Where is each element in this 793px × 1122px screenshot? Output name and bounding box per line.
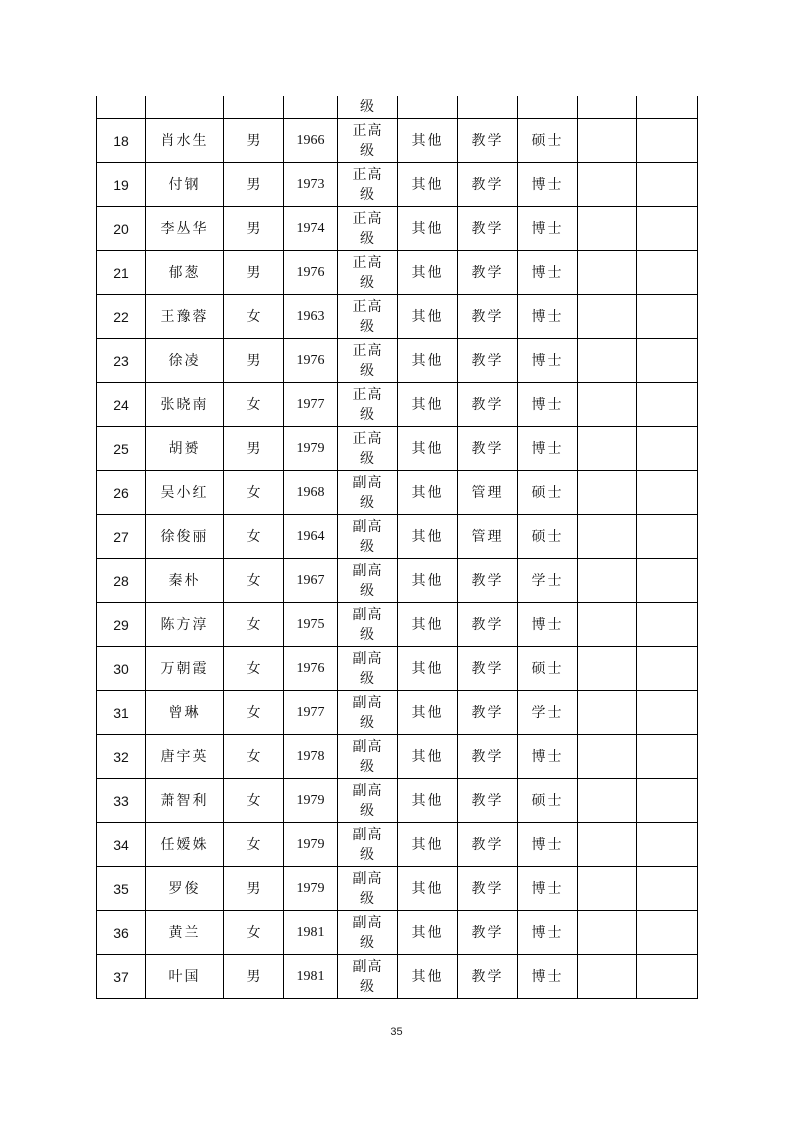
title-line-2: 级 xyxy=(360,582,375,599)
title-line-1: 副高 xyxy=(352,914,383,931)
name-cell: 李丛华 xyxy=(146,207,224,251)
extra-cell-1 xyxy=(578,691,637,735)
table-row xyxy=(97,823,698,867)
post-cell: 管理 xyxy=(458,515,518,559)
category-cell: 其他 xyxy=(398,603,458,647)
category-cell: 其他 xyxy=(398,163,458,207)
title-line-1: 正高 xyxy=(352,430,383,447)
title-line-1: 副高 xyxy=(352,870,383,887)
title-line-1: 正高 xyxy=(352,166,383,183)
category-cell: 其他 xyxy=(398,515,458,559)
continuation-cell-gender xyxy=(224,96,284,119)
row-number-cell: 24 xyxy=(97,383,146,427)
birth-year-cell: 1964 xyxy=(284,515,338,559)
gender-cell: 男 xyxy=(224,427,284,471)
post-cell: 教学 xyxy=(458,603,518,647)
gender-cell: 女 xyxy=(224,559,284,603)
birth-year-cell: 1976 xyxy=(284,647,338,691)
row-number-cell: 19 xyxy=(97,163,146,207)
title-line-2: 级 xyxy=(360,626,375,643)
continuation-cell-post xyxy=(458,96,518,119)
post-cell: 教学 xyxy=(458,163,518,207)
row-number-cell: 34 xyxy=(97,823,146,867)
title-cell xyxy=(338,251,398,295)
birth-year-cell: 1963 xyxy=(284,295,338,339)
title-cell xyxy=(338,691,398,735)
extra-cell-1 xyxy=(578,867,637,911)
name-cell: 张晓南 xyxy=(146,383,224,427)
gender-cell: 男 xyxy=(224,207,284,251)
title-line-1: 副高 xyxy=(352,738,383,755)
degree-cell: 硕士 xyxy=(518,515,578,559)
table-row xyxy=(97,691,698,735)
extra-cell-2 xyxy=(637,515,698,559)
category-cell: 其他 xyxy=(398,735,458,779)
birth-year-cell: 1979 xyxy=(284,823,338,867)
row-number-cell: 36 xyxy=(97,911,146,955)
degree-cell: 博士 xyxy=(518,823,578,867)
gender-cell: 女 xyxy=(224,515,284,559)
row-number-cell: 30 xyxy=(97,647,146,691)
continuation-cell-degree xyxy=(518,96,578,119)
birth-year-cell: 1981 xyxy=(284,955,338,999)
extra-cell-2 xyxy=(637,867,698,911)
birth-year-cell: 1976 xyxy=(284,339,338,383)
post-cell: 教学 xyxy=(458,339,518,383)
category-cell: 其他 xyxy=(398,779,458,823)
gender-cell: 女 xyxy=(224,911,284,955)
birth-year-cell: 1976 xyxy=(284,251,338,295)
title-cell xyxy=(338,559,398,603)
table-row xyxy=(97,251,698,295)
table-row xyxy=(97,559,698,603)
extra-cell-1 xyxy=(578,383,637,427)
title-cell xyxy=(338,339,398,383)
table-row xyxy=(97,339,698,383)
continuation-cell-no xyxy=(97,96,146,119)
title-cell xyxy=(338,647,398,691)
row-number-cell: 32 xyxy=(97,735,146,779)
row-number-cell: 35 xyxy=(97,867,146,911)
degree-cell: 博士 xyxy=(518,427,578,471)
post-cell: 教学 xyxy=(458,207,518,251)
page-number: 35 xyxy=(390,1026,403,1038)
row-number-cell: 27 xyxy=(97,515,146,559)
post-cell: 教学 xyxy=(458,295,518,339)
name-cell: 曾琳 xyxy=(146,691,224,735)
table-row xyxy=(97,471,698,515)
name-cell: 万朝霞 xyxy=(146,647,224,691)
gender-cell: 女 xyxy=(224,691,284,735)
title-line-1: 副高 xyxy=(352,562,383,579)
post-cell: 教学 xyxy=(458,559,518,603)
row-number-cell: 37 xyxy=(97,955,146,999)
birth-year-cell: 1968 xyxy=(284,471,338,515)
continuation-cell-name xyxy=(146,96,224,119)
post-cell: 教学 xyxy=(458,251,518,295)
extra-cell-2 xyxy=(637,339,698,383)
category-cell: 其他 xyxy=(398,119,458,163)
title-line-1: 正高 xyxy=(352,254,383,271)
row-number-cell: 33 xyxy=(97,779,146,823)
extra-cell-1 xyxy=(578,163,637,207)
gender-cell: 男 xyxy=(224,867,284,911)
post-cell: 教学 xyxy=(458,911,518,955)
table-body xyxy=(97,96,698,999)
extra-cell-1 xyxy=(578,779,637,823)
name-cell: 唐宇英 xyxy=(146,735,224,779)
extra-cell-1 xyxy=(578,823,637,867)
title-line-2: 级 xyxy=(360,186,375,203)
birth-year-cell: 1979 xyxy=(284,867,338,911)
title-cell xyxy=(338,867,398,911)
degree-cell: 博士 xyxy=(518,955,578,999)
title-line-2: 级 xyxy=(360,406,375,423)
category-cell: 其他 xyxy=(398,559,458,603)
category-cell: 其他 xyxy=(398,955,458,999)
name-cell: 徐凌 xyxy=(146,339,224,383)
name-cell: 萧智利 xyxy=(146,779,224,823)
title-line-2: 级 xyxy=(360,494,375,511)
continuation-cell-extra2 xyxy=(637,96,698,119)
gender-cell: 女 xyxy=(224,735,284,779)
birth-year-cell: 1978 xyxy=(284,735,338,779)
name-cell: 陈方淳 xyxy=(146,603,224,647)
extra-cell-2 xyxy=(637,207,698,251)
title-line-1: 正高 xyxy=(352,298,383,315)
title-line-2: 级 xyxy=(360,934,375,951)
extra-cell-2 xyxy=(637,955,698,999)
row-number-cell: 22 xyxy=(97,295,146,339)
extra-cell-1 xyxy=(578,427,637,471)
title-line-1: 正高 xyxy=(352,122,383,139)
table-row xyxy=(97,163,698,207)
post-cell: 教学 xyxy=(458,867,518,911)
gender-cell: 男 xyxy=(224,251,284,295)
table-row xyxy=(97,207,698,251)
post-cell: 教学 xyxy=(458,779,518,823)
staff-table xyxy=(96,96,698,999)
title-line-2: 级 xyxy=(360,230,375,247)
degree-cell: 博士 xyxy=(518,163,578,207)
category-cell: 其他 xyxy=(398,427,458,471)
title-cell xyxy=(338,735,398,779)
degree-cell: 博士 xyxy=(518,295,578,339)
extra-cell-1 xyxy=(578,251,637,295)
continuation-cell-birth-year xyxy=(284,96,338,119)
birth-year-cell: 1979 xyxy=(284,427,338,471)
category-cell: 其他 xyxy=(398,383,458,427)
birth-year-cell: 1979 xyxy=(284,779,338,823)
title-line-2: 级 xyxy=(360,318,375,335)
extra-cell-2 xyxy=(637,823,698,867)
degree-cell: 博士 xyxy=(518,735,578,779)
title-line-1: 副高 xyxy=(352,694,383,711)
row-number-cell: 29 xyxy=(97,603,146,647)
extra-cell-2 xyxy=(637,691,698,735)
title-line-1: 正高 xyxy=(352,386,383,403)
title-cell xyxy=(338,471,398,515)
table-row xyxy=(97,383,698,427)
continuation-title-tail: 级 xyxy=(338,96,398,119)
gender-cell: 女 xyxy=(224,295,284,339)
table-row xyxy=(97,647,698,691)
category-cell: 其他 xyxy=(398,867,458,911)
name-cell: 吴小红 xyxy=(146,471,224,515)
degree-cell: 博士 xyxy=(518,603,578,647)
title-cell xyxy=(338,427,398,471)
gender-cell: 女 xyxy=(224,471,284,515)
table-row xyxy=(97,295,698,339)
gender-cell: 女 xyxy=(224,779,284,823)
category-cell: 其他 xyxy=(398,911,458,955)
extra-cell-1 xyxy=(578,603,637,647)
row-number-cell: 20 xyxy=(97,207,146,251)
extra-cell-2 xyxy=(637,559,698,603)
gender-cell: 女 xyxy=(224,383,284,427)
extra-cell-1 xyxy=(578,515,637,559)
table-row xyxy=(97,603,698,647)
table-row xyxy=(97,735,698,779)
name-cell: 肖水生 xyxy=(146,119,224,163)
category-cell: 其他 xyxy=(398,339,458,383)
title-line-1: 副高 xyxy=(352,958,383,975)
degree-cell: 硕士 xyxy=(518,779,578,823)
category-cell: 其他 xyxy=(398,471,458,515)
title-cell xyxy=(338,911,398,955)
table-row xyxy=(97,911,698,955)
table-row xyxy=(97,119,698,163)
continuation-cell-extra1 xyxy=(578,96,637,119)
title-line-2: 级 xyxy=(360,802,375,819)
title-line-2: 级 xyxy=(360,142,375,159)
gender-cell: 男 xyxy=(224,119,284,163)
extra-cell-2 xyxy=(637,119,698,163)
name-cell: 王豫蓉 xyxy=(146,295,224,339)
birth-year-cell: 1974 xyxy=(284,207,338,251)
name-cell: 徐俊丽 xyxy=(146,515,224,559)
extra-cell-1 xyxy=(578,339,637,383)
post-cell: 教学 xyxy=(458,955,518,999)
extra-cell-2 xyxy=(637,383,698,427)
name-cell: 郁葱 xyxy=(146,251,224,295)
post-cell: 教学 xyxy=(458,823,518,867)
extra-cell-2 xyxy=(637,163,698,207)
name-cell: 胡赟 xyxy=(146,427,224,471)
birth-year-cell: 1977 xyxy=(284,691,338,735)
degree-cell: 博士 xyxy=(518,207,578,251)
table-row xyxy=(97,867,698,911)
extra-cell-2 xyxy=(637,647,698,691)
extra-cell-1 xyxy=(578,295,637,339)
degree-cell: 硕士 xyxy=(518,471,578,515)
title-line-1: 副高 xyxy=(352,650,383,667)
degree-cell: 硕士 xyxy=(518,119,578,163)
name-cell: 秦朴 xyxy=(146,559,224,603)
birth-year-cell: 1967 xyxy=(284,559,338,603)
post-cell: 教学 xyxy=(458,691,518,735)
title-cell xyxy=(338,207,398,251)
gender-cell: 女 xyxy=(224,647,284,691)
category-cell: 其他 xyxy=(398,691,458,735)
row-number-cell: 18 xyxy=(97,119,146,163)
name-cell: 付钢 xyxy=(146,163,224,207)
title-cell xyxy=(338,779,398,823)
title-cell xyxy=(338,603,398,647)
title-line-1: 副高 xyxy=(352,606,383,623)
row-number-cell: 28 xyxy=(97,559,146,603)
extra-cell-1 xyxy=(578,207,637,251)
degree-cell: 学士 xyxy=(518,559,578,603)
extra-cell-1 xyxy=(578,955,637,999)
post-cell: 教学 xyxy=(458,647,518,691)
title-line-1: 副高 xyxy=(352,518,383,535)
title-line-1: 副高 xyxy=(352,782,383,799)
post-cell: 教学 xyxy=(458,735,518,779)
extra-cell-2 xyxy=(637,603,698,647)
title-cell xyxy=(338,119,398,163)
degree-cell: 博士 xyxy=(518,867,578,911)
category-cell: 其他 xyxy=(398,823,458,867)
extra-cell-2 xyxy=(637,251,698,295)
post-cell: 教学 xyxy=(458,119,518,163)
title-line-2: 级 xyxy=(360,846,375,863)
degree-cell: 硕士 xyxy=(518,647,578,691)
table-row xyxy=(97,427,698,471)
title-line-2: 级 xyxy=(360,714,375,731)
extra-cell-1 xyxy=(578,735,637,779)
row-number-cell: 21 xyxy=(97,251,146,295)
title-line-1: 副高 xyxy=(352,474,383,491)
degree-cell: 博士 xyxy=(518,383,578,427)
extra-cell-2 xyxy=(637,779,698,823)
degree-cell: 博士 xyxy=(518,339,578,383)
category-cell: 其他 xyxy=(398,295,458,339)
post-cell: 教学 xyxy=(458,383,518,427)
title-line-1: 正高 xyxy=(352,210,383,227)
title-cell xyxy=(338,163,398,207)
continuation-row xyxy=(97,96,698,119)
extra-cell-1 xyxy=(578,647,637,691)
gender-cell: 男 xyxy=(224,339,284,383)
continuation-cell-category xyxy=(398,96,458,119)
title-cell xyxy=(338,295,398,339)
table-row xyxy=(97,515,698,559)
table-row xyxy=(97,779,698,823)
gender-cell: 女 xyxy=(224,823,284,867)
extra-cell-2 xyxy=(637,295,698,339)
extra-cell-1 xyxy=(578,471,637,515)
title-cell xyxy=(338,955,398,999)
row-number-cell: 23 xyxy=(97,339,146,383)
name-cell: 黄兰 xyxy=(146,911,224,955)
category-cell: 其他 xyxy=(398,251,458,295)
table-row xyxy=(97,955,698,999)
extra-cell-2 xyxy=(637,427,698,471)
title-line-2: 级 xyxy=(360,890,375,907)
gender-cell: 女 xyxy=(224,603,284,647)
degree-cell: 学士 xyxy=(518,691,578,735)
title-cell xyxy=(338,383,398,427)
row-number-cell: 25 xyxy=(97,427,146,471)
extra-cell-2 xyxy=(637,911,698,955)
birth-year-cell: 1977 xyxy=(284,383,338,427)
degree-cell: 博士 xyxy=(518,911,578,955)
title-cell xyxy=(338,823,398,867)
extra-cell-2 xyxy=(637,471,698,515)
post-cell: 教学 xyxy=(458,427,518,471)
name-cell: 叶国 xyxy=(146,955,224,999)
post-cell: 管理 xyxy=(458,471,518,515)
title-line-2: 级 xyxy=(360,670,375,687)
extra-cell-2 xyxy=(637,735,698,779)
name-cell: 罗俊 xyxy=(146,867,224,911)
birth-year-cell: 1975 xyxy=(284,603,338,647)
extra-cell-1 xyxy=(578,911,637,955)
degree-cell: 博士 xyxy=(518,251,578,295)
row-number-cell: 31 xyxy=(97,691,146,735)
gender-cell: 男 xyxy=(224,955,284,999)
category-cell: 其他 xyxy=(398,207,458,251)
title-cell xyxy=(338,515,398,559)
title-line-2: 级 xyxy=(360,758,375,775)
title-line-1: 正高 xyxy=(352,342,383,359)
birth-year-cell: 1973 xyxy=(284,163,338,207)
title-line-2: 级 xyxy=(360,978,375,995)
name-cell: 任嫒姝 xyxy=(146,823,224,867)
row-number-cell: 26 xyxy=(97,471,146,515)
category-cell: 其他 xyxy=(398,647,458,691)
extra-cell-1 xyxy=(578,119,637,163)
title-line-1: 副高 xyxy=(352,826,383,843)
extra-cell-1 xyxy=(578,559,637,603)
title-line-2: 级 xyxy=(360,538,375,555)
title-line-2: 级 xyxy=(360,274,375,291)
birth-year-cell: 1966 xyxy=(284,119,338,163)
birth-year-cell: 1981 xyxy=(284,911,338,955)
gender-cell: 男 xyxy=(224,163,284,207)
title-line-2: 级 xyxy=(360,450,375,467)
title-line-2: 级 xyxy=(360,362,375,379)
